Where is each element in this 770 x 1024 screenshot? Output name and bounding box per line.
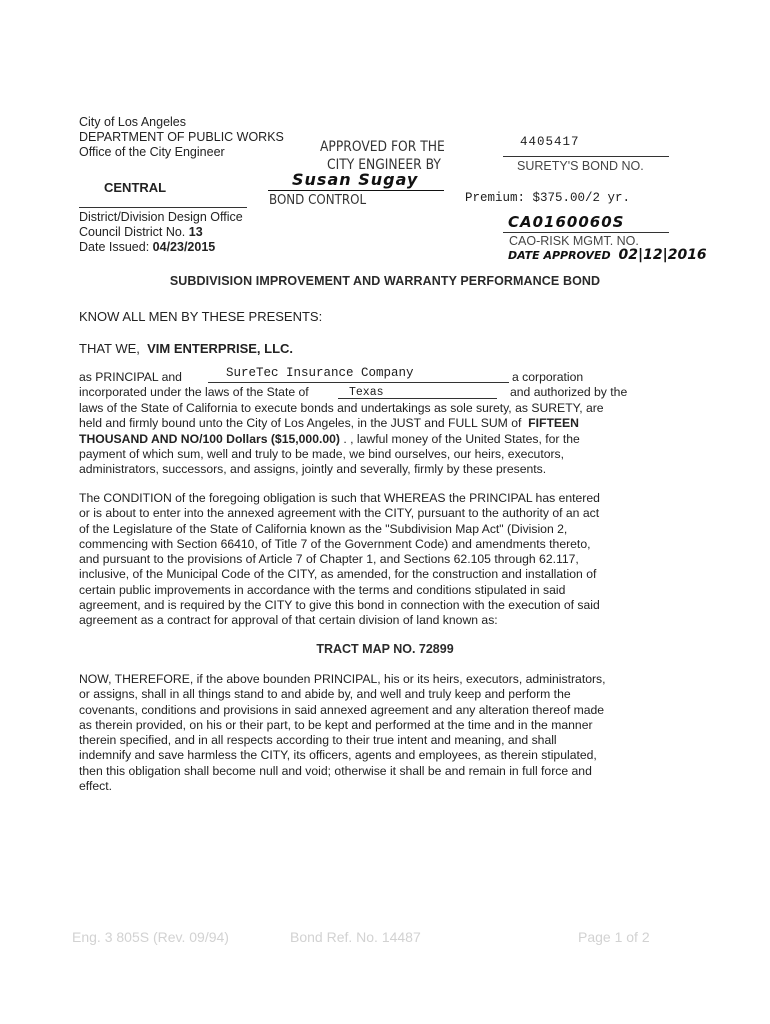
now-therefore-paragraph: NOW, THEREFORE, if the above bounden PRINCIPAL, his or its heirs, executors, administrators, or assigns, shall in all things stand to and abide by, and well and truly keep and perform the covenants, conditions and provisions in said annexed agreement and any alteration thereof made as therein provided, on his or their part, to be kept and performed at the time and in the manner therein specified, and in all respects according to their true intent and meaning, and shall indemnify and save harmless the CITY, its officers, agents and employees, as therein stipulated, then this obligation shall become null and void; otherwise it shall be and remain in full force and effect.	[79, 672, 606, 794]
cao-number: CA0160060S	[508, 213, 625, 231]
premium: Premium: $375.00/2 yr.	[465, 191, 631, 205]
district-underline	[79, 207, 247, 208]
as-principal-label: as PRINCIPAL and	[79, 370, 182, 384]
bond-ref-number: Bond Ref. No. 14487	[290, 929, 421, 945]
know-all-men: KNOW ALL MEN BY THESE PRESENTS:	[79, 309, 323, 324]
district-value: CENTRAL	[104, 180, 167, 195]
district-label: District/Division Design Office	[79, 210, 243, 224]
incorporated-label: incorporated under the laws of the State of	[79, 385, 309, 399]
office-name: Office of the City Engineer	[79, 145, 225, 159]
date-approved-label: DATE APPROVED	[508, 249, 611, 262]
approval-stamp-line1: APPROVED FOR THE	[320, 139, 445, 155]
issuer-block	[79, 115, 284, 160]
surety-name: SureTec Insurance Company	[226, 366, 414, 380]
council-district: Council District No. 13	[79, 225, 203, 239]
sum-words-1: FIFTEEN	[528, 416, 579, 431]
date-approved	[508, 247, 707, 263]
page-number: Page 1 of 2	[578, 929, 650, 945]
date-approved-value: 02|12|2016	[618, 247, 707, 263]
authorized-label: and authorized by the	[510, 385, 628, 399]
district-info	[79, 210, 243, 255]
cao-underline	[503, 232, 669, 233]
tract-map-number: TRACT MAP NO. 72899	[316, 642, 454, 656]
bond-sum-paragraph: laws of the State of California to execute bonds and undertakings as sole surety, as SURETY, are held and firmly bound unto the City of Los Angeles, in the JUST and FULL SUM of FIFTEEN THOUSAND AND NO/100 Dollars ($15,000.00) . , lawful money of the United States, for the payment of which sum, well and truly to be made, we bind ourselves, our heirs, executors, administrators, successors, and assigns, jointly and severally, firmly by these presents.	[79, 401, 604, 477]
surety-bond-label: SURETY'S BOND NO.	[517, 159, 644, 173]
bond-control-label: BOND CONTROL	[269, 192, 367, 208]
surety-bond-number: 4405417	[520, 135, 580, 149]
a-corporation-label: a corporation	[512, 370, 584, 384]
principal-line: THAT WE, VIM ENTERPRISE, LLC.	[79, 341, 294, 356]
principal-name: VIM ENTERPRISE, LLC.	[147, 341, 294, 356]
date-issued: Date Issued: 04/23/2015	[79, 240, 216, 254]
city-name: City of Los Angeles	[79, 115, 187, 129]
surety-underline	[208, 382, 509, 383]
bond-number-underline	[503, 156, 669, 157]
state-value: Texas	[349, 386, 384, 399]
state-underline	[338, 398, 497, 399]
sum-words-2: THOUSAND AND NO/100 Dollars ($15,000.00)	[79, 431, 340, 446]
department-name: DEPARTMENT OF PUBLIC WORKS	[79, 130, 284, 144]
approver-signature: Susan Sugay	[292, 170, 419, 189]
stamp-underline	[268, 190, 444, 191]
date-issued-value: 04/23/2015	[152, 240, 216, 254]
approval-stamp-line2: CITY ENGINEER BY	[327, 157, 441, 173]
condition-paragraph: The CONDITION of the foregoing obligation is such that WHEREAS the PRINCIPAL has entered or is about to enter into the annexed agreement with the CITY, pursuant to the authority of an act of the Legislature of the State of California known as the "Subdivision Map Act" (Division 2, commencing with Section 66410, of Title 7 of the Government Code) and amendments thereto, and pursuant to the provisions of Article 7 of Chapter 1, and Sections 62.105 through 62.117, inclusive, of the Municipal Code of the CITY, as amended, for the construction and installation of certain public improvements in accordance with the terms and conditions stipulated in said agreement, and is required by the CITY to give this bond in connection with the execution of said agreement as a contract for approval of that certain division of land known as:	[79, 491, 600, 628]
document-title: SUBDIVISION IMPROVEMENT AND WARRANTY PERFORMANCE BOND	[169, 274, 601, 288]
form-number: Eng. 3 805S (Rev. 09/94)	[72, 929, 229, 945]
council-number: 13	[188, 225, 203, 239]
cao-label: CAO-RISK MGMT. NO.	[509, 234, 639, 248]
